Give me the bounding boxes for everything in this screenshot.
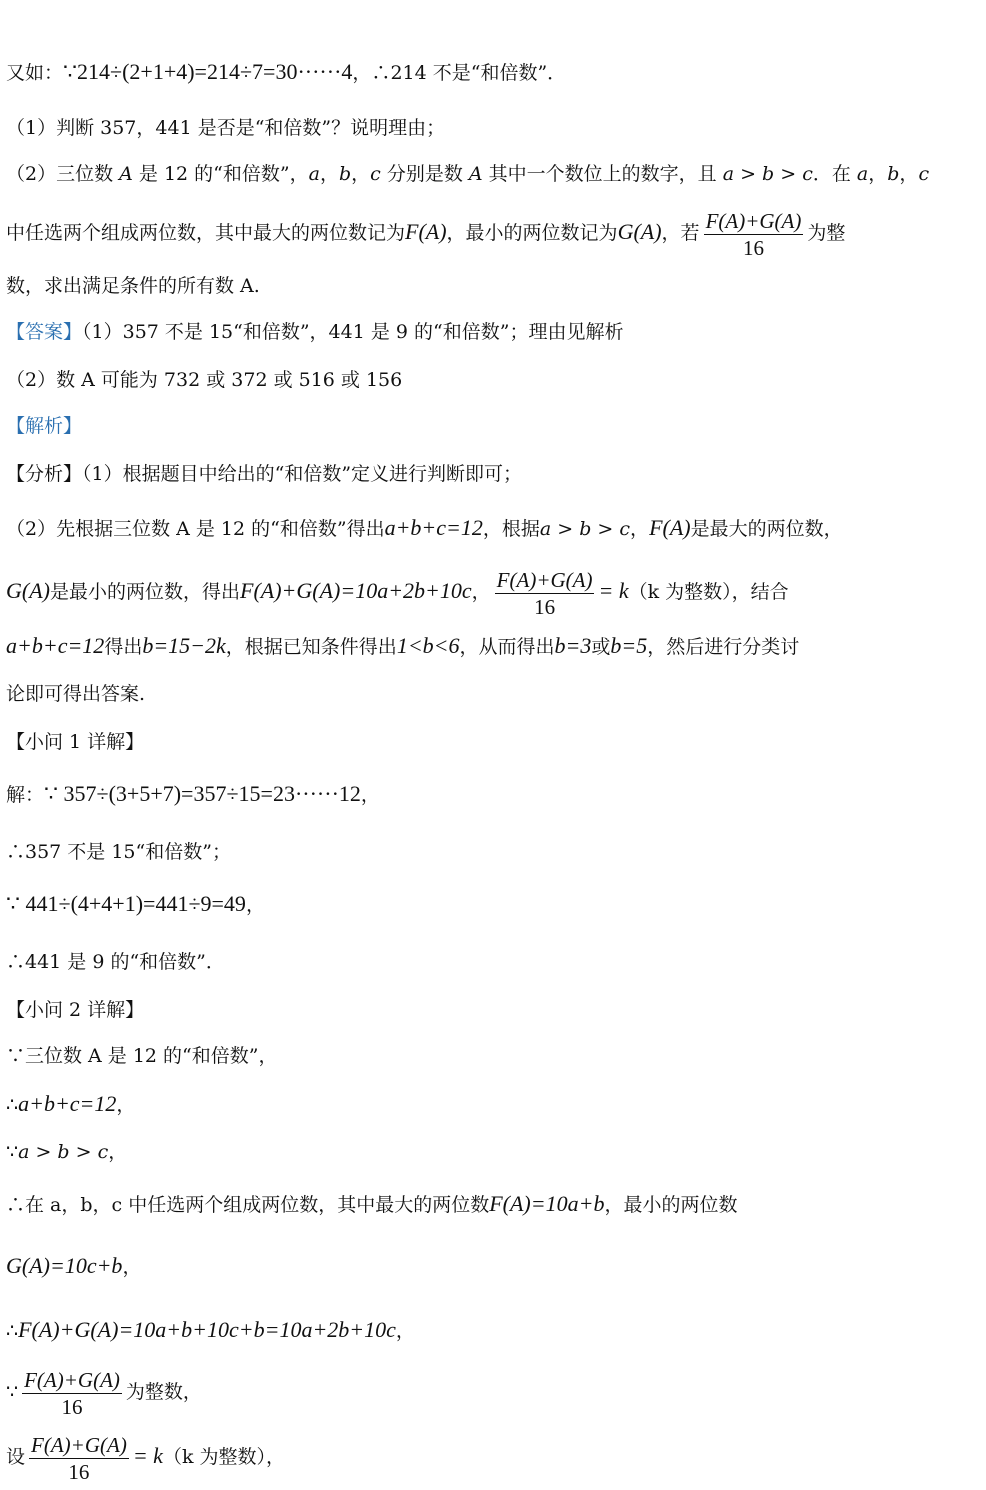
fenxi-line-1 [6, 460, 976, 488]
fraction-numerator: F(A)+G(A) [705, 208, 802, 233]
fenxi-text: 是最小的两位数，得出 [49, 581, 240, 603]
fraction-denominator: 16 [68, 1459, 90, 1484]
sub1-line-1 [6, 780, 976, 809]
q2-text: ，若 [661, 222, 700, 244]
comma: ， [868, 163, 888, 185]
q2-text: 数，求出满足条件的所有数 A. [6, 275, 260, 297]
fenxi-line-4 [6, 632, 976, 661]
equation: F(A)+G(A)=10a+b+10c+b=10a+2b+10c [18, 1317, 396, 1342]
sub2-line-2 [6, 1090, 976, 1119]
fenxi-text: 或 [591, 636, 611, 658]
equation: = k [598, 578, 629, 603]
fenxi-text: （k 为整数），结合 [628, 581, 789, 603]
question-2-line2 [6, 204, 976, 261]
sub2-line-7 [6, 1364, 976, 1420]
comma: ， [319, 163, 339, 185]
sub1-text: ∴441 是 9 的“和倍数”． [6, 951, 225, 973]
sub2-line-3 [6, 1138, 976, 1166]
equation: b=5 [610, 633, 648, 658]
analysis-tag: 【解析】 [6, 415, 83, 437]
intro-sep: ， [352, 62, 372, 84]
because-symbol: ∵ [6, 1381, 19, 1403]
comma: ， [360, 784, 380, 806]
fraction-denominator: 16 [742, 235, 764, 260]
expr-GA: G(A) [617, 219, 662, 244]
fenxi-line-2 [6, 514, 976, 543]
answer-line-2 [6, 366, 976, 394]
sub2-tag: 【小问 2 详解】 [6, 999, 145, 1021]
equation: ∵ 441÷(4+4+1)=441÷9=49 [6, 891, 246, 916]
expr-FA: F(A) [649, 515, 691, 540]
sub2-line-1 [6, 1042, 976, 1070]
var-b: b [887, 163, 900, 185]
sub1-tag: 【小问 1 详解】 [6, 731, 145, 753]
because-symbol: ∵ [63, 59, 78, 84]
equation: b=15−2k [142, 633, 226, 658]
fenxi-text: 得出 [104, 636, 143, 658]
sub2-text: 设 [6, 1446, 26, 1468]
intro-expression: 214÷(2+1+4)=214÷7=30······4 [77, 59, 353, 84]
fenxi-line-5 [6, 680, 976, 708]
comma: ， [899, 163, 919, 185]
equation: a+b+c=12 [384, 515, 483, 540]
inequality: a > b > c [722, 163, 813, 185]
fraction [704, 208, 804, 261]
solution-prefix: 解： [6, 784, 45, 806]
fenxi-text: （1）根据题目中给出的“和倍数”定义进行判断即可； [82, 463, 523, 485]
range: 1<b<6 [396, 633, 460, 658]
var-A: A [119, 163, 133, 185]
answer-line-1 [6, 318, 976, 346]
sub2-text: ∵三位数 A 是 12 的“和倍数”， [6, 1045, 278, 1067]
answer-2: （2）数 A 可能为 732 或 372 或 516 或 156 [6, 369, 403, 391]
comma: ， [351, 163, 371, 185]
because-symbol: ∵ [6, 1141, 19, 1163]
fraction-numerator: F(A)+G(A) [496, 567, 593, 592]
sub2-line-6 [6, 1316, 976, 1345]
sub2-line-8 [6, 1428, 976, 1485]
var-c: c [918, 163, 930, 185]
therefore-symbol: ∴ [6, 1320, 19, 1342]
sub1-line-3 [6, 890, 976, 919]
var-a: a [856, 163, 869, 185]
sub2-text: ∴在 a，b，c 中任选两个组成两位数，其中最大的两位数 [6, 1194, 490, 1216]
equation: a+b+c=12 [6, 633, 105, 658]
comma: ， [245, 894, 265, 916]
fraction-numerator: F(A)+G(A) [31, 1432, 127, 1457]
comma: ， [395, 1320, 415, 1342]
therefore-symbol: ∴ [371, 62, 391, 84]
fenxi-text: ， [630, 518, 650, 540]
q2-text: 是 12 的“和倍数”， [132, 163, 309, 185]
sub1-tag-line [6, 728, 976, 756]
question-1-text: （1）判断 357，441 是否是“和倍数”？说明理由； [6, 117, 446, 139]
sub2-text: ，最小的两位数 [604, 1194, 738, 1216]
q2-text: 其中一个数位上的数字，且 [482, 163, 723, 185]
fenxi-text: ，然后进行分类讨 [647, 636, 800, 658]
var-b: b [338, 163, 352, 185]
comma: ， [122, 1256, 142, 1278]
comma: ， [116, 1094, 136, 1116]
analysis-tag-line [6, 412, 976, 440]
q2-text: ．在 [812, 163, 857, 185]
fenxi-text: 是最大的两位数， [690, 518, 843, 540]
fraction-numerator: F(A)+G(A) [24, 1367, 120, 1392]
fenxi-line-3 [6, 563, 976, 620]
fraction [22, 1367, 122, 1420]
equation: a+b+c=12 [18, 1091, 117, 1116]
var-a: a [308, 163, 320, 185]
fenxi-text: （2）先根据三位数 A 是 12 的“和倍数”得出 [6, 518, 385, 540]
intro-conclusion: 214 不是“和倍数”． [390, 62, 567, 84]
q2-text: 分别是数 [380, 163, 469, 185]
q2-text: 为整 [807, 222, 846, 244]
fenxi-tag: 【分析】 [6, 463, 83, 485]
fraction [29, 1432, 129, 1485]
sub2-line-4 [6, 1190, 976, 1219]
question-2-line3 [6, 272, 976, 300]
equation: F(A)=10a+b [489, 1191, 605, 1216]
equation: b=3 [554, 633, 592, 658]
fenxi-text: ， [471, 581, 491, 603]
sub1-line-2 [6, 838, 976, 866]
expr-GA: G(A) [6, 578, 50, 603]
fraction-denominator: 16 [61, 1394, 83, 1419]
fenxi-text: ，从而得出 [459, 636, 555, 658]
equation: ∵ 357÷(3+5+7)=357÷15=23······12 [44, 781, 361, 806]
equation: = k [132, 1443, 163, 1468]
sub2-text: （k 为整数）， [162, 1446, 285, 1468]
sub2-text: 为整数， [125, 1381, 202, 1403]
q2-text: 中任选两个组成两位数，其中最大的两位数记为 [6, 222, 406, 244]
comma: ， [108, 1141, 128, 1163]
var-A: A [468, 163, 483, 185]
q2-text: ，最小的两位数记为 [446, 222, 618, 244]
inequality: a > b > c [539, 518, 631, 540]
intro-prefix: 又如： [6, 62, 64, 84]
q2-text: （2）三位数 [6, 163, 120, 185]
fenxi-text: ，根据已知条件得出 [225, 636, 397, 658]
equation: F(A)+G(A)=10a+2b+10c [240, 578, 472, 603]
inequality: a > b > c [18, 1141, 109, 1163]
intro-line [6, 58, 976, 87]
answer-1: （1）357 不是 15“和倍数”，441 是 9 的“和倍数”；理由见解析 [82, 321, 624, 343]
var-c: c [370, 163, 381, 185]
question-1 [6, 114, 976, 142]
expr-FA: F(A) [405, 219, 447, 244]
fraction [495, 567, 595, 620]
fenxi-text: 论即可得出答案. [6, 683, 146, 705]
equation: G(A)=10c+b [6, 1253, 123, 1278]
sub2-tag-line [6, 996, 976, 1024]
sub1-line-4 [6, 948, 976, 976]
answer-tag: 【答案】 [6, 321, 83, 343]
fenxi-text: ，根据 [482, 518, 540, 540]
sub2-line-5 [6, 1252, 976, 1281]
therefore-symbol: ∴ [6, 1094, 19, 1116]
question-2-line1 [6, 160, 976, 188]
sub1-text: ∴357 不是 15“和倍数”； [6, 841, 231, 863]
fraction-denominator: 16 [534, 594, 556, 619]
